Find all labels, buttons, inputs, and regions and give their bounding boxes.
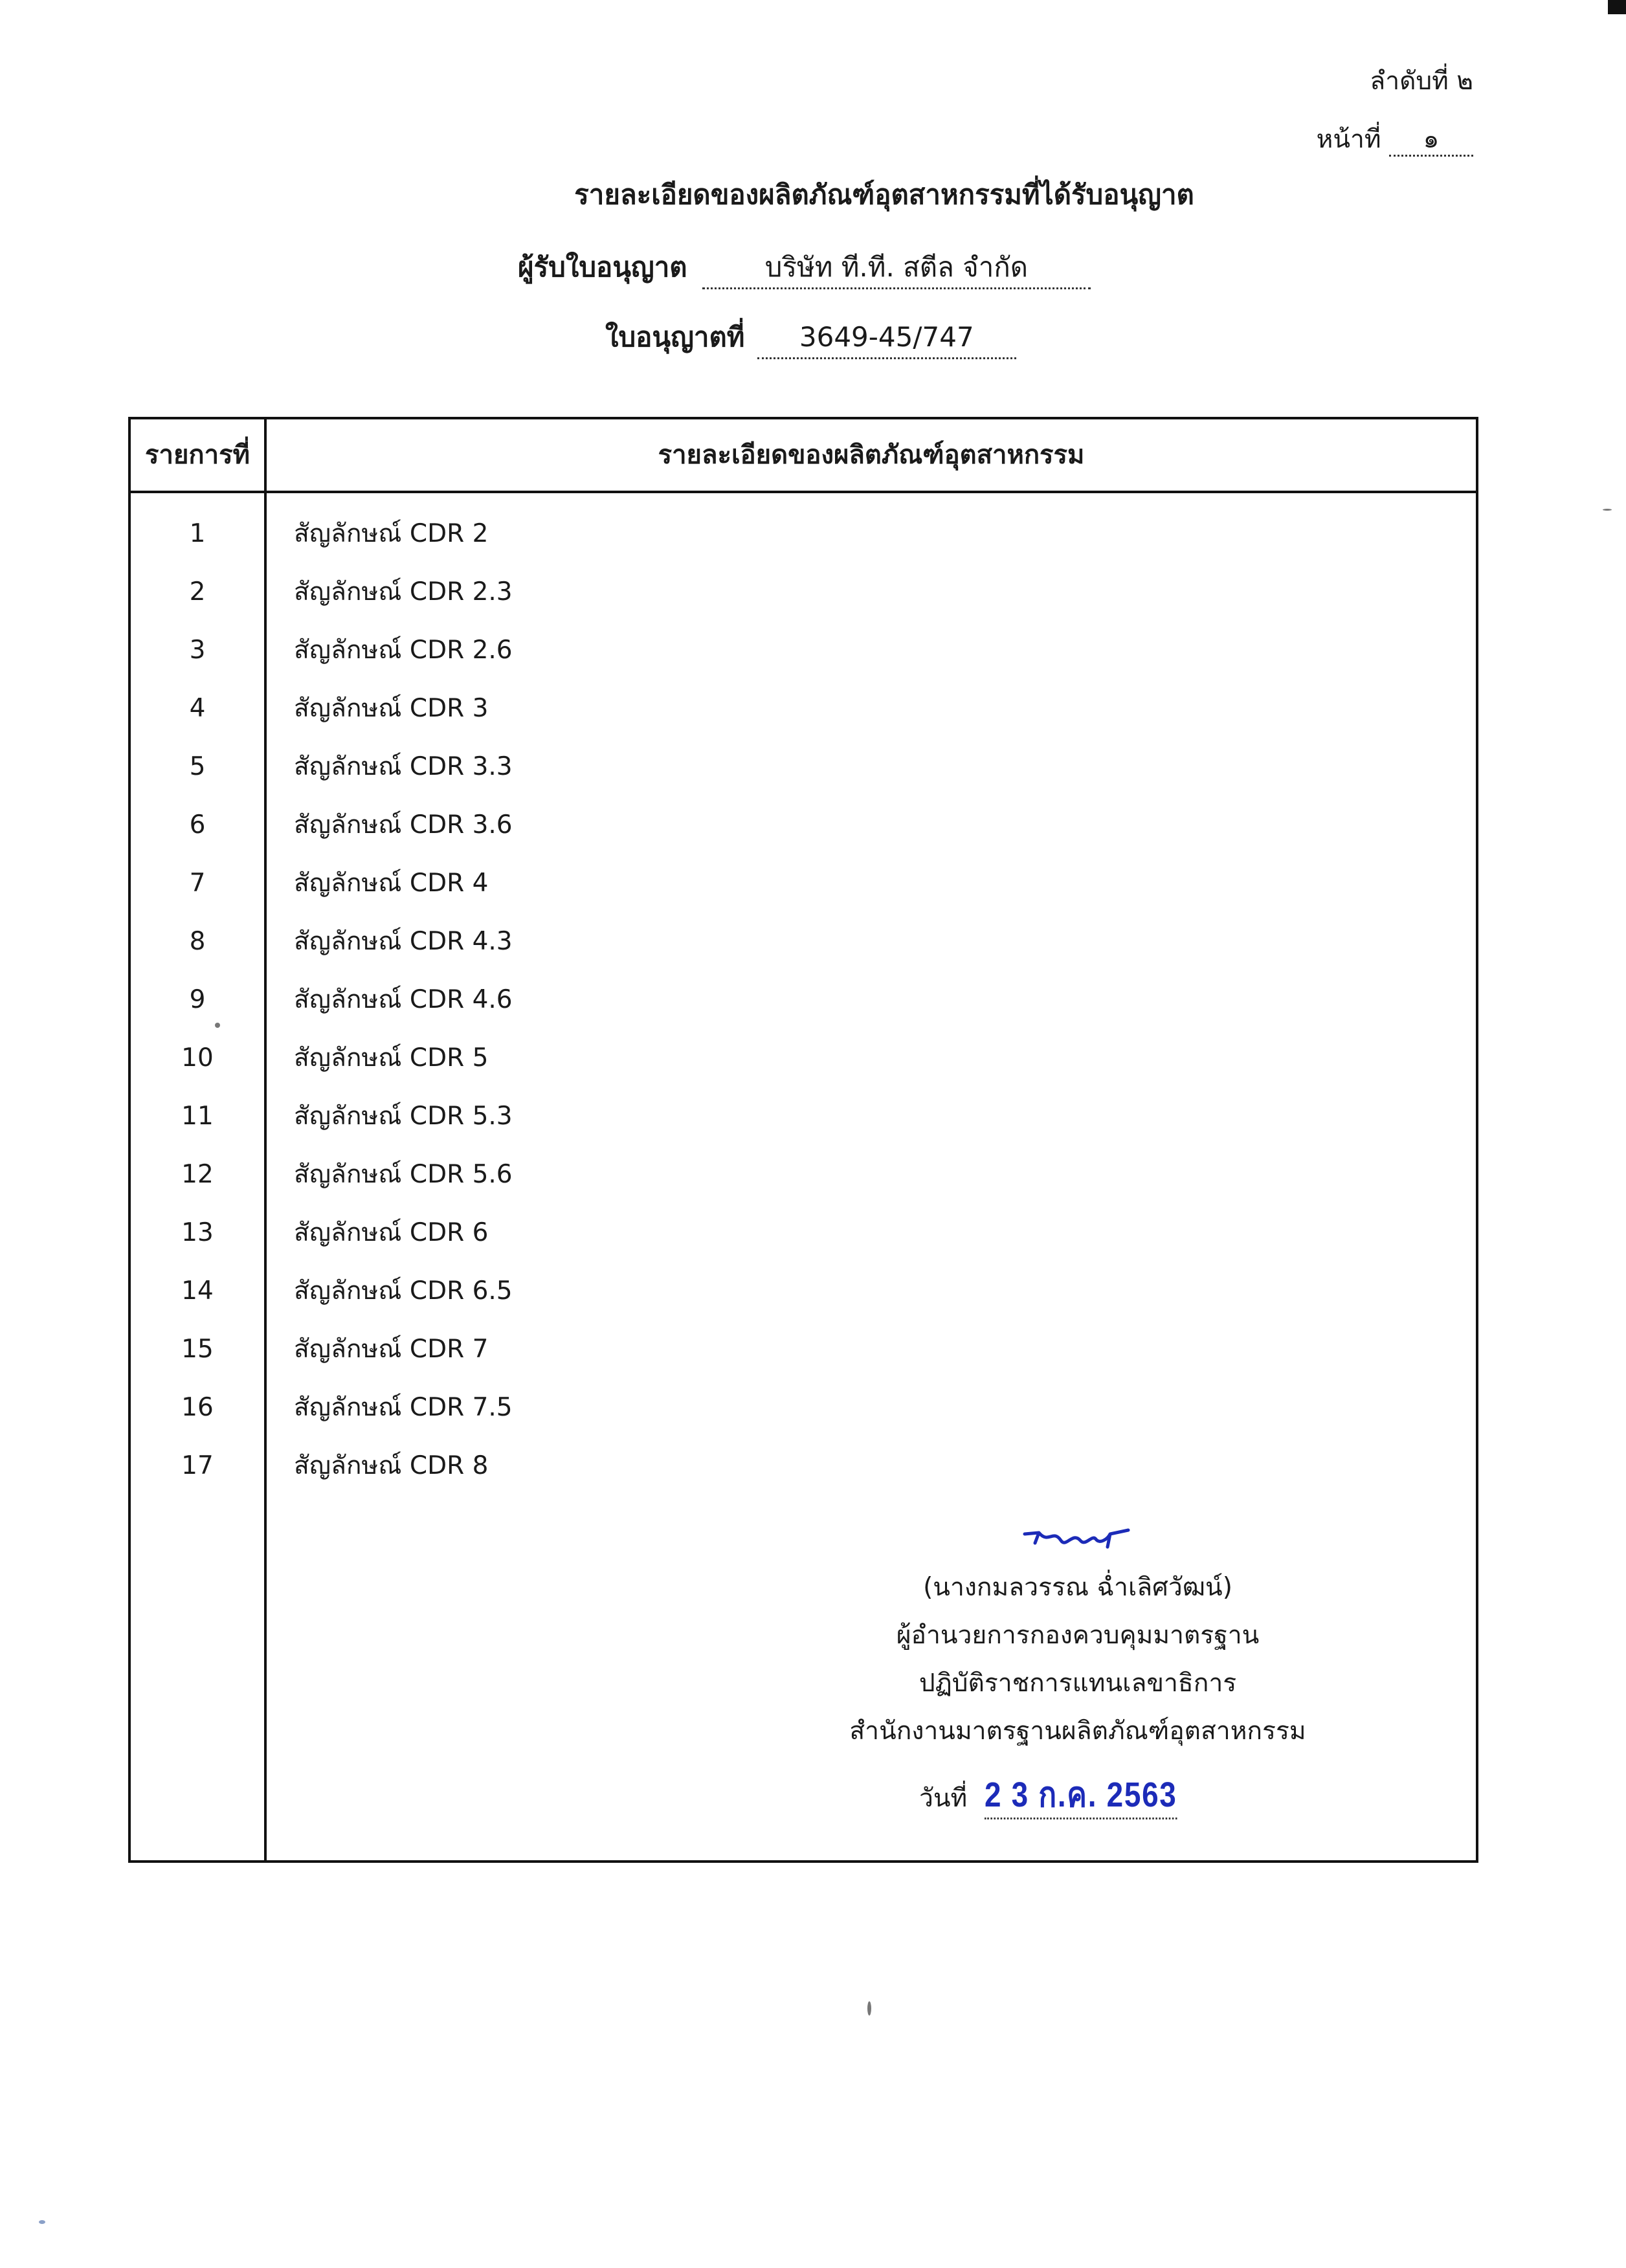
signature-block xyxy=(803,1515,1353,1755)
license-number-value: 3649-45/747 xyxy=(757,317,1016,359)
table-row xyxy=(131,505,1476,563)
row-description: สัญลักษณ์ CDR 3.3 xyxy=(294,752,513,781)
table-row xyxy=(131,1204,1476,1262)
licensee-row xyxy=(518,246,1091,289)
scan-speck xyxy=(215,1023,220,1028)
row-number: 6 xyxy=(189,810,206,839)
row-description: สัญลักษณ์ CDR 7 xyxy=(294,1335,489,1364)
table-row xyxy=(131,1262,1476,1320)
row-number: 2 xyxy=(189,577,206,606)
licensee-value: บริษัท ที.ที. สตีล จำกัด xyxy=(702,247,1091,289)
row-number: 9 xyxy=(189,985,206,1014)
row-description: สัญลักษณ์ CDR 6.5 xyxy=(294,1276,513,1306)
license-number-row xyxy=(605,316,1016,359)
row-number: 15 xyxy=(181,1335,214,1364)
table-row xyxy=(131,1087,1476,1146)
row-description: สัญลักษณ์ CDR 3 xyxy=(294,694,489,723)
table-row xyxy=(131,796,1476,854)
row-number: 7 xyxy=(189,869,206,898)
date-label: วันที่ xyxy=(919,1784,968,1813)
handwritten-signature xyxy=(1013,1515,1142,1560)
scan-speck xyxy=(1603,509,1612,511)
table-row xyxy=(131,1379,1476,1437)
row-description: สัญลักษณ์ CDR 5.3 xyxy=(294,1102,513,1131)
row-description: สัญลักษณ์ CDR 6 xyxy=(294,1218,489,1247)
table-row xyxy=(131,738,1476,796)
row-number: 17 xyxy=(181,1451,214,1480)
table-row xyxy=(131,1437,1476,1495)
row-number: 5 xyxy=(189,752,206,781)
date-row xyxy=(919,1772,1211,1819)
page-reference xyxy=(1317,60,1473,176)
licensee-label: ผู้รับใบอนุญาต xyxy=(518,251,687,283)
row-number: 8 xyxy=(189,927,206,956)
row-description: สัญลักษณ์ CDR 2 xyxy=(294,519,489,548)
row-description: สัญลักษณ์ CDR 5 xyxy=(294,1043,489,1073)
column-header-detail: รายละเอียดของผลิตภัณฑ์อุตสาหกรรม xyxy=(658,440,1085,470)
row-number: 10 xyxy=(181,1043,214,1073)
scan-speck xyxy=(39,2220,45,2224)
row-number: 4 xyxy=(189,694,206,723)
row-description: สัญลักษณ์ CDR 4.6 xyxy=(294,985,513,1014)
row-number: 1 xyxy=(189,519,206,548)
table-row xyxy=(131,1320,1476,1379)
row-number: 12 xyxy=(181,1160,214,1189)
table-body xyxy=(131,505,1476,1495)
row-description: สัญลักษณ์ CDR 5.6 xyxy=(294,1160,513,1189)
row-description: สัญลักษณ์ CDR 4.3 xyxy=(294,927,513,956)
column-header-item-number: รายการที่ xyxy=(145,440,250,470)
row-description: สัญลักษณ์ CDR 7.5 xyxy=(294,1393,513,1422)
table-row xyxy=(131,1029,1476,1087)
signatory-acting: ปฏิบัติราชการแทนเลขาธิการ xyxy=(919,1669,1237,1698)
table-row xyxy=(131,1146,1476,1204)
sequence-number: ลำดับที่ ๒ xyxy=(1370,67,1473,96)
table-row xyxy=(131,621,1476,680)
page-number-label: หน้าที่ xyxy=(1316,125,1381,154)
row-number: 13 xyxy=(181,1218,214,1247)
table-row xyxy=(131,680,1476,738)
license-number-label: ใบอนุญาตที่ xyxy=(605,321,745,353)
table-header xyxy=(131,419,1476,493)
table-row xyxy=(131,563,1476,621)
document-title: รายละเอียดของผลิตภัณฑ์อุตสาหกรรมที่ได้รับอนุญาต xyxy=(574,179,1194,210)
table-row xyxy=(131,854,1476,913)
row-number: 16 xyxy=(181,1393,214,1422)
table-row xyxy=(131,913,1476,971)
signatory-name: (นางกมลวรรณ ฉ่ำเลิศวัฒน์) xyxy=(923,1573,1232,1602)
row-description: สัญลักษณ์ CDR 2.6 xyxy=(294,636,513,665)
row-description: สัญลักษณ์ CDR 4 xyxy=(294,869,489,898)
row-number: 3 xyxy=(189,636,206,665)
row-description: สัญลักษณ์ CDR 3.6 xyxy=(294,810,513,839)
row-description: สัญลักษณ์ CDR 8 xyxy=(294,1451,489,1480)
row-number: 11 xyxy=(181,1102,214,1131)
table-row xyxy=(131,971,1476,1029)
row-description: สัญลักษณ์ CDR 2.3 xyxy=(294,577,513,606)
date-stamp: 2 3 ก.ค. 2563 xyxy=(985,1772,1177,1819)
signatory-office: สำนักงานมาตรฐานผลิตภัณฑ์อุตสาหกรรม xyxy=(849,1717,1306,1746)
scan-corner-mark xyxy=(1608,0,1626,14)
page-number-row xyxy=(1317,118,1473,176)
page-number-value: ๑ xyxy=(1389,125,1473,157)
row-number: 14 xyxy=(181,1276,214,1306)
scan-speck xyxy=(867,2001,871,2016)
signatory-position: ผู้อำนวยการกองควบคุมมาตรฐาน xyxy=(896,1621,1260,1650)
